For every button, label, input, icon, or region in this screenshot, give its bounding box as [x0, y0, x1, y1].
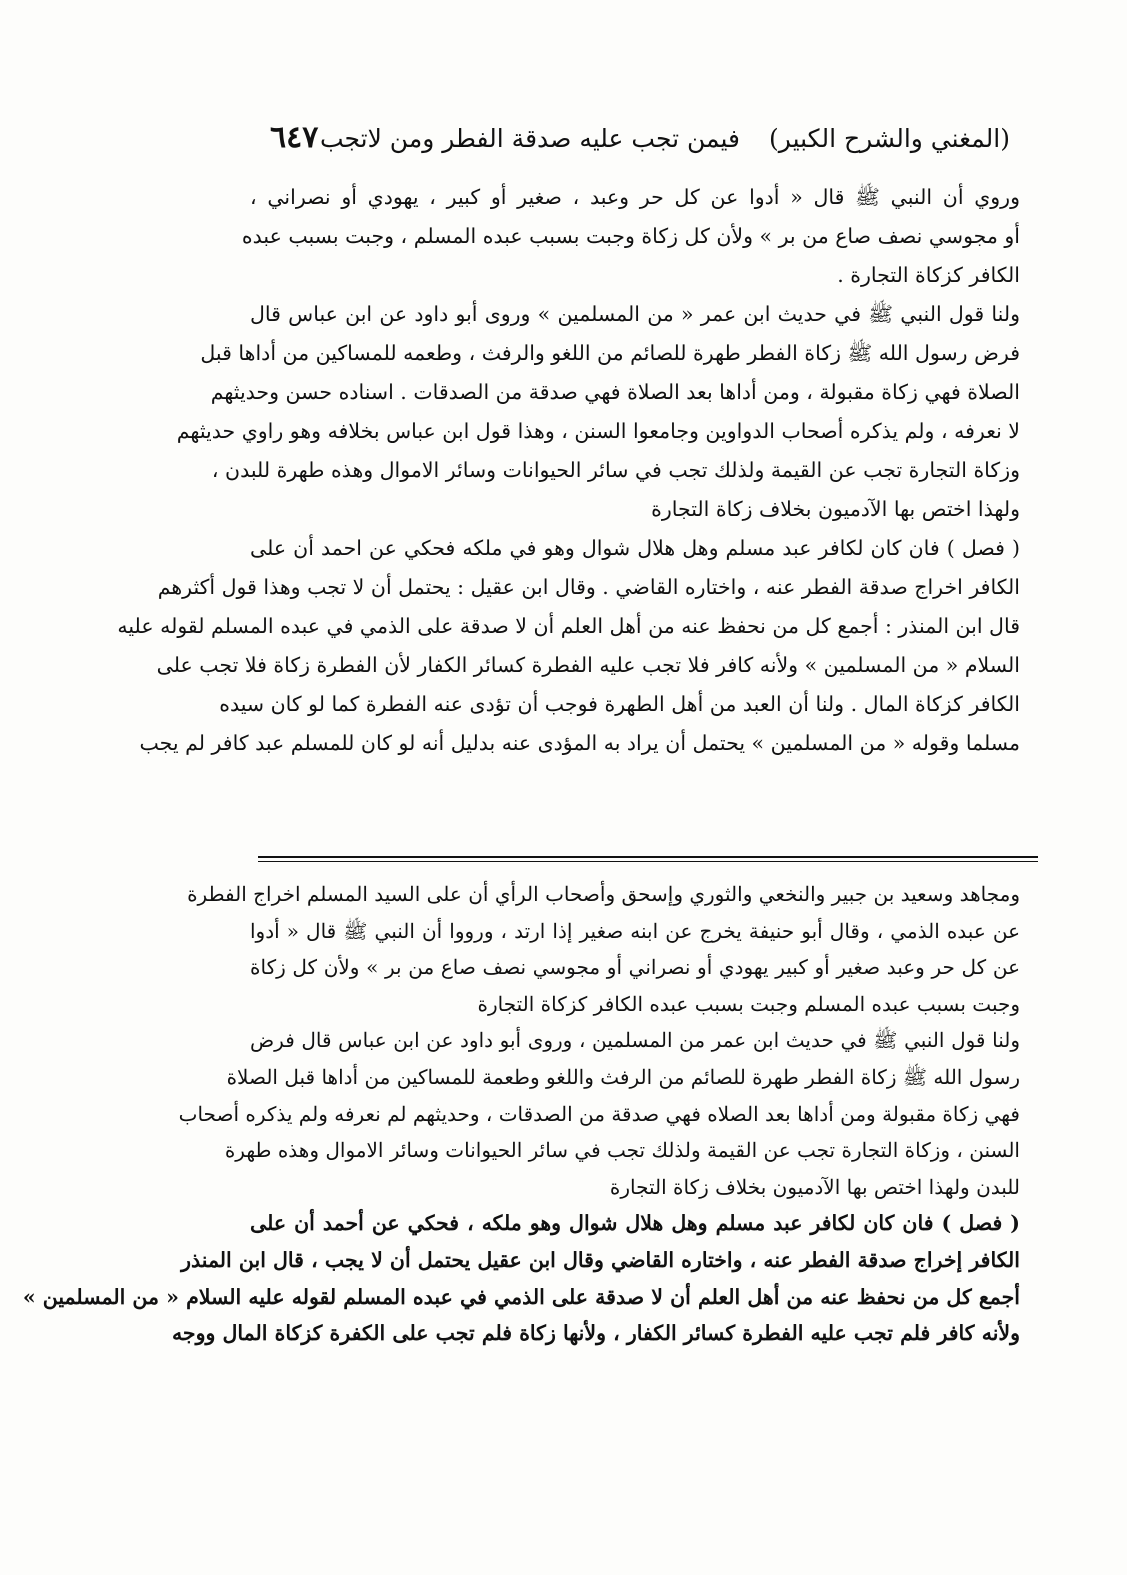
page-number: ٦٤٧: [270, 120, 319, 155]
text-line: ( فصل ) فان كان لكافر عبد مسلم وهل هلال شوال وهو في ملكه فحكي عن احمد أن على: [250, 536, 1020, 560]
text-line: ولهذا اختص بها الآدميون بخلاف زكاة التجارة: [651, 497, 1020, 521]
text-line: أجمع كل من نحفظ عنه من أهل العلم أن لا صدقة على الذمي في عبده المسلم لقوله عليه السلام « من المسلمين »: [22, 1284, 1020, 1309]
text-line: الكافر اخراج صدقة الفطر عنه ، واختاره القاضي . وقال ابن عقيل : يحتمل أن لا تجب وهذا قول أكثرهم: [157, 575, 1020, 599]
text-line: ولأنه كافر فلم تجب عليه الفطرة كسائر الكفار ، ولأنها زكاة فلم تجب على الكفرة كزكاة المال ووجه: [171, 1321, 1020, 1346]
text-line: وجبت بسبب عبده المسلم وجبت بسبب عبده الكافر كزكاة التجارة: [477, 991, 1020, 1016]
text-line: الكافر كزكاة المال . ولنا أن العبد من أهل الطهرة فوجب أن تؤدى عنه الفطرة كما لو كان سيده: [219, 692, 1020, 716]
text-line: السلام « من المسلمين » ولأنه كافر فلا تجب عليه الفطرة كسائر الكفار لأن الفطرة زكاة فلا تجب على: [156, 653, 1020, 677]
text-line: فهي زكاة مقبولة ومن أداها بعد الصلاه فهي صدقة من الصدقات ، وحديثهم لم نعرفه ولم يذكره أصحاب: [178, 1101, 1020, 1126]
text-line: ( فصل ) فان كان لكافر عبد مسلم وهل هلال شوال وهو ملكه ، فحكي عن أحمد أن على: [250, 1211, 1020, 1236]
text-line: ومجاهد وسعيد بن جبير والنخعي والثوري وإسحق وأصحاب الرأي أن على السيد المسلم اخراج الفطرة: [187, 882, 1020, 906]
text-line: عن عبده الذمي ، وقال أبو حنيفة يخرج عن ابنه صغير إذا ارتد ، ورووا أن النبي ﷺ قال « أدوا: [250, 918, 1020, 943]
text-line: أو مجوسي نصف صاع من بر » ولأن كل زكاة وجبت بسبب عبده المسلم ، وجبت بسبب عبده: [241, 224, 1020, 248]
chapter-title: فيمن تجب عليه صدقة الفطر ومن لاتجب: [319, 124, 740, 153]
text-line: قال ابن المنذر : أجمع كل من نحفظ عنه من أهل العلم أن لا صدقة على الذمي في عبده المسلم لقوله عليه: [117, 614, 1020, 638]
text-line: الكافر كزكاة التجارة .: [837, 263, 1020, 287]
main-text: [117, 178, 1020, 763]
section-divider: [258, 856, 1038, 858]
book-title: (المغني والشرح الكبير): [769, 124, 1010, 153]
text-line: مسلما وقوله « من المسلمين » يحتمل أن يراد به المؤدى عنه بدليل أنه لو كان للمسلم عبد كافر لم يجب: [139, 731, 1020, 755]
text-line: وروي أن النبي ﷺ قال « أدوا عن كل حر وعبد ، صغير أو كبير ، يهودي أو نصراني ،: [250, 185, 1020, 209]
text-line: الصلاة فهي زكاة مقبولة ، ومن أداها بعد الصلاة فهي صدقة من الصدقات . اسناده حسن وحديثهم: [210, 380, 1020, 404]
text-line: السنن ، وزكاة التجارة تجب عن القيمة ولذلك تجب في سائر الحيوانات وسائر الاموال وهذه طهرة: [224, 1138, 1020, 1163]
section-divider-thin: [258, 861, 1038, 862]
text-line: ولنا قول النبي ﷺ في حديث ابن عمر من المسلمين ، وروى أبو داود عن ابن عباس قال فرض: [250, 1028, 1020, 1053]
text-line: الكافر إخراج صدقة الفطر عنه ، واختاره القاضي وقال ابن عقيل يحتمل أن لا يجب ، قال ابن المنذر: [181, 1247, 1020, 1272]
text-line: فرض رسول الله ﷺ زكاة الفطر طهرة للصائم من اللغو والرفث ، وطعمه للمساكين من أداها قبل: [200, 341, 1020, 365]
page-header: [250, 120, 1010, 160]
text-line: وزكاة التجارة تجب عن القيمة ولذلك تجب في سائر الحيوانات وسائر الاموال وهذه طهرة للبدن ،: [211, 458, 1020, 482]
text-line: للبدن ولهذا اختص بها الآدميون بخلاف زكاة التجارة: [609, 1174, 1020, 1199]
text-line: رسول الله ﷺ زكاة الفطر طهرة للصائم من الرفث واللغو وطعمة للمساكين من أداها قبل الصلاة: [226, 1064, 1020, 1089]
text-line: ولنا قول النبي ﷺ في حديث ابن عمر « من المسلمين » وروى أبو داود عن ابن عباس قال: [250, 302, 1020, 326]
text-line: لا نعرفه ، ولم يذكره أصحاب الدواوين وجامعوا السنن ، وهذا قول ابن عباس بخلافه وهو راوي حديثهم: [176, 419, 1020, 443]
commentary-text: [22, 876, 1020, 1352]
text-line: عن كل حر وعبد صغير أو كبير يهودي أو نصراني أو مجوسي نصف صاع من بر » ولأن كل زكاة: [250, 955, 1020, 980]
